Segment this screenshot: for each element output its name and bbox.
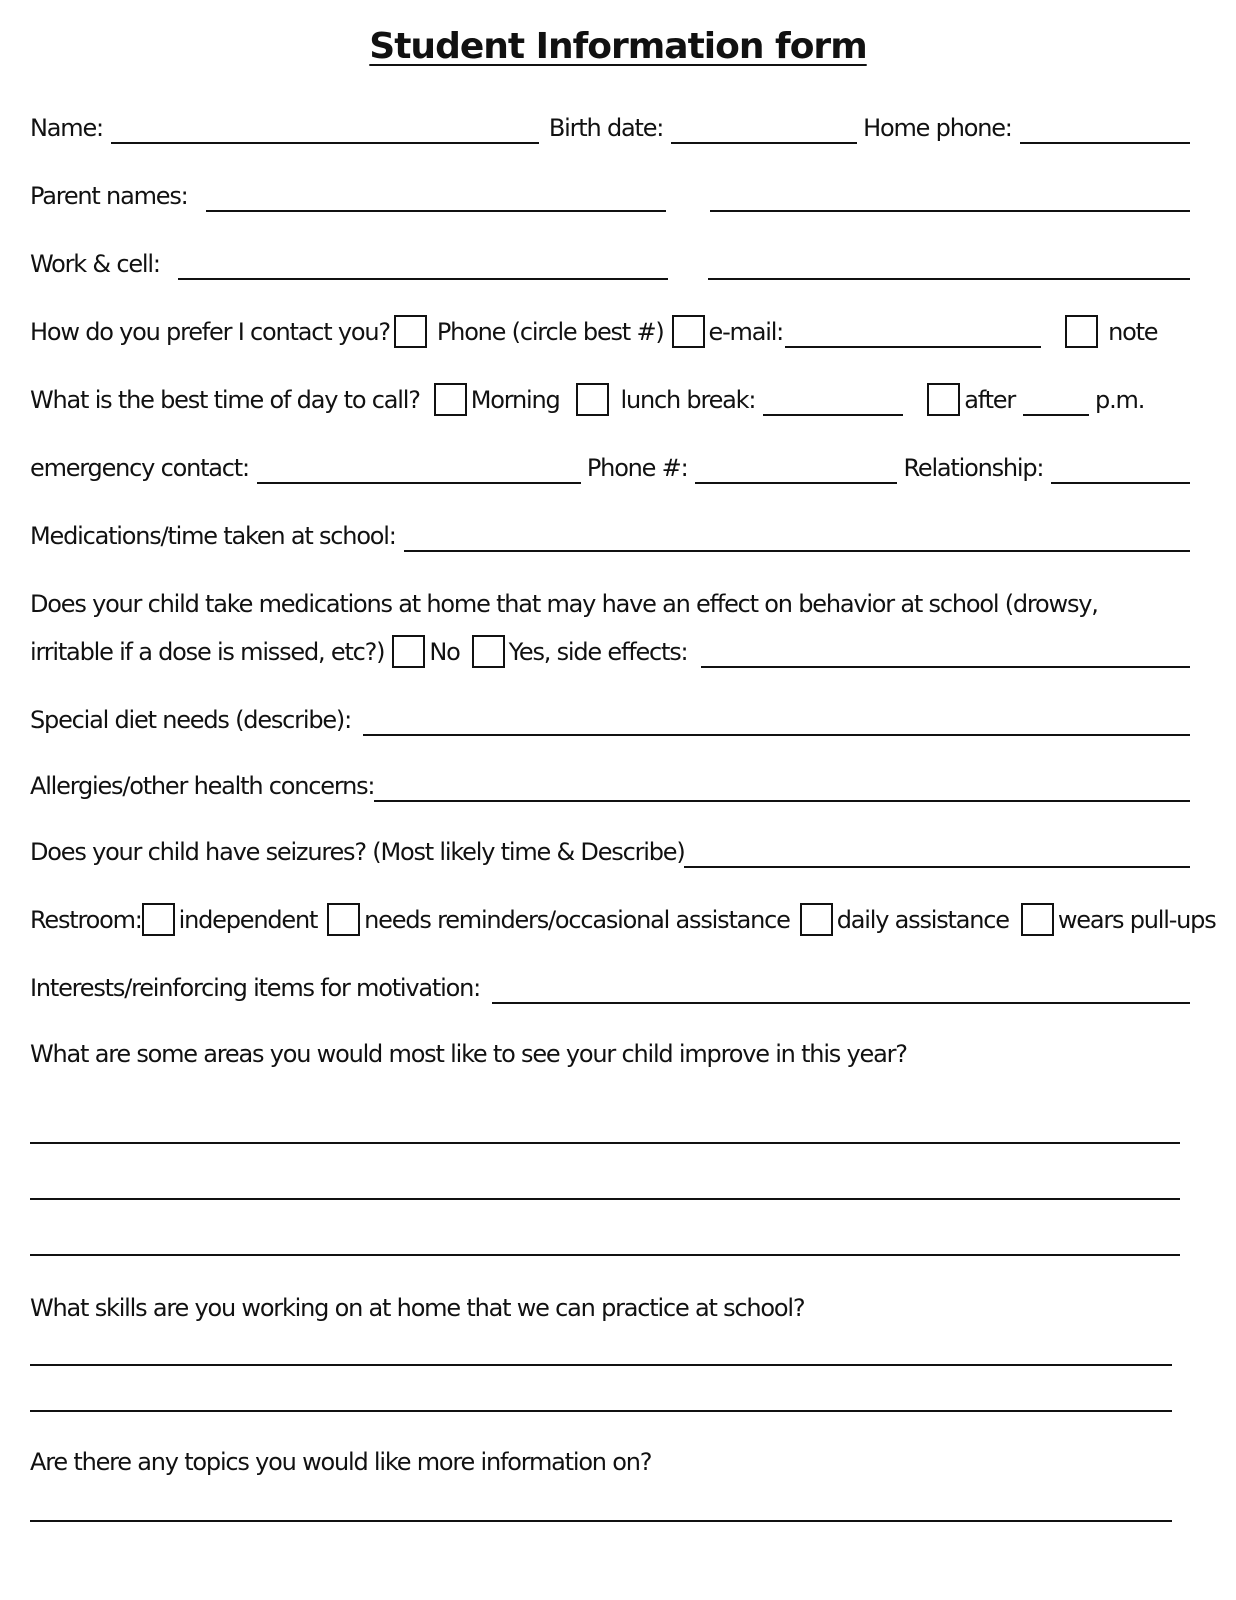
- restroom-reminders-checkbox[interactable]: [327, 903, 360, 936]
- row-emergency-contact: [30, 444, 1196, 484]
- medications-school-field[interactable]: [404, 520, 1190, 552]
- time-after-field[interactable]: [1023, 384, 1089, 416]
- time-after-checkbox[interactable]: [927, 383, 960, 416]
- restroom-independent-checkbox[interactable]: [142, 903, 175, 936]
- row-improve-question: [30, 1030, 1196, 1070]
- row-medications-home-answer: [30, 628, 1196, 668]
- relationship-field[interactable]: [1051, 452, 1190, 484]
- time-lunch-label: lunch break:: [620, 386, 756, 414]
- row-interests: [30, 964, 1196, 1004]
- contact-note-checkbox[interactable]: [1065, 315, 1098, 348]
- allergies-field[interactable]: [374, 770, 1190, 802]
- side-effects-field[interactable]: [701, 636, 1190, 668]
- work-cell-label: Work & cell:: [30, 250, 160, 278]
- skills-answer-line-1[interactable]: [30, 1364, 1172, 1366]
- row-name: [30, 104, 1196, 144]
- medications-yes-label: Yes, side effects:: [508, 638, 688, 666]
- row-best-time: [30, 376, 1196, 416]
- medications-school-label: Medications/time taken at school:: [30, 522, 396, 550]
- birth-date-label: Birth date:: [548, 114, 664, 142]
- contact-preference-label: How do you prefer I contact you?: [30, 318, 390, 346]
- emergency-phone-label: Phone #:: [586, 454, 688, 482]
- home-phone-field[interactable]: [1020, 112, 1190, 144]
- emergency-contact-field[interactable]: [257, 452, 581, 484]
- restroom-pullups-label: wears pull-ups: [1057, 906, 1216, 934]
- medications-no-checkbox[interactable]: [392, 635, 425, 668]
- improve-label: What are some areas you would most like to see your child improve in this year?: [30, 1040, 907, 1068]
- birth-date-field[interactable]: [671, 112, 857, 144]
- medications-no-label: No: [429, 638, 460, 666]
- seizures-field[interactable]: [684, 836, 1190, 868]
- row-medications-home-question: [30, 580, 1196, 620]
- best-time-label: What is the best time of day to call?: [30, 386, 420, 414]
- time-morning-checkbox[interactable]: [434, 383, 467, 416]
- row-special-diet: [30, 696, 1196, 736]
- name-field[interactable]: [111, 112, 539, 144]
- restroom-reminders-label: needs reminders/occasional assistance: [364, 906, 790, 934]
- row-seizures: [30, 828, 1196, 868]
- contact-email-field[interactable]: [785, 316, 1041, 348]
- contact-phone-label: Phone (circle best #): [436, 318, 664, 346]
- time-after-label: after: [964, 386, 1016, 414]
- interests-label: Interests/reinforcing items for motivation:: [30, 974, 480, 1002]
- skills-label: What skills are you working on at home that we can practice at school?: [30, 1294, 805, 1322]
- contact-note-label: note: [1108, 318, 1158, 346]
- medications-home-question-line1: Does your child take medications at home that may have an effect on behavior at school (drowsy,: [30, 590, 1098, 618]
- restroom-pullups-checkbox[interactable]: [1021, 903, 1054, 936]
- time-lunch-checkbox[interactable]: [576, 383, 609, 416]
- emergency-contact-label: emergency contact:: [30, 454, 249, 482]
- interests-field[interactable]: [492, 972, 1190, 1004]
- skills-answer-line-2[interactable]: [30, 1410, 1172, 1412]
- improve-answer-line-2[interactable]: [30, 1198, 1180, 1200]
- time-morning-label: Morning: [470, 386, 560, 414]
- name-label: Name:: [30, 114, 103, 142]
- special-diet-field[interactable]: [363, 704, 1190, 736]
- improve-answer-line-1[interactable]: [30, 1142, 1180, 1144]
- parent-name-2-field[interactable]: [710, 180, 1190, 212]
- row-medications-school: [30, 512, 1196, 552]
- allergies-label: Allergies/other health concerns:: [30, 772, 375, 800]
- parent-name-1-field[interactable]: [206, 180, 666, 212]
- contact-email-checkbox[interactable]: [672, 315, 705, 348]
- restroom-daily-label: daily assistance: [836, 906, 1009, 934]
- row-work-cell: [30, 240, 1196, 280]
- medications-yes-checkbox[interactable]: [472, 635, 505, 668]
- row-allergies: [30, 762, 1196, 802]
- special-diet-label: Special diet needs (describe):: [30, 706, 351, 734]
- restroom-independent-label: independent: [178, 906, 318, 934]
- row-skills-question: [30, 1284, 1196, 1324]
- restroom-label: Restroom:: [30, 906, 142, 934]
- topics-label: Are there any topics you would like more information on?: [30, 1448, 652, 1476]
- parent-names-label: Parent names:: [30, 182, 188, 210]
- work-phone-field[interactable]: [178, 248, 668, 280]
- home-phone-label: Home phone:: [863, 114, 1012, 142]
- row-parent-names: [30, 172, 1196, 212]
- row-restroom: [30, 896, 1216, 936]
- contact-phone-checkbox[interactable]: [394, 315, 427, 348]
- topics-answer-line-1[interactable]: [30, 1520, 1172, 1522]
- relationship-label: Relationship:: [903, 454, 1044, 482]
- medications-home-question-line2: irritable if a dose is missed, etc?): [30, 638, 385, 666]
- form-title: Student Information form: [369, 26, 867, 67]
- time-lunch-field[interactable]: [763, 384, 903, 416]
- row-contact-preference: [30, 308, 1196, 348]
- emergency-phone-field[interactable]: [695, 452, 897, 484]
- restroom-daily-checkbox[interactable]: [800, 903, 833, 936]
- cell-phone-field[interactable]: [708, 248, 1190, 280]
- improve-answer-line-3[interactable]: [30, 1254, 1180, 1256]
- seizures-label: Does your child have seizures? (Most likely time & Describe): [30, 838, 685, 866]
- contact-email-label: e-mail:: [708, 318, 784, 346]
- time-pm-label: p.m.: [1095, 386, 1145, 414]
- row-topics-question: [30, 1438, 1196, 1478]
